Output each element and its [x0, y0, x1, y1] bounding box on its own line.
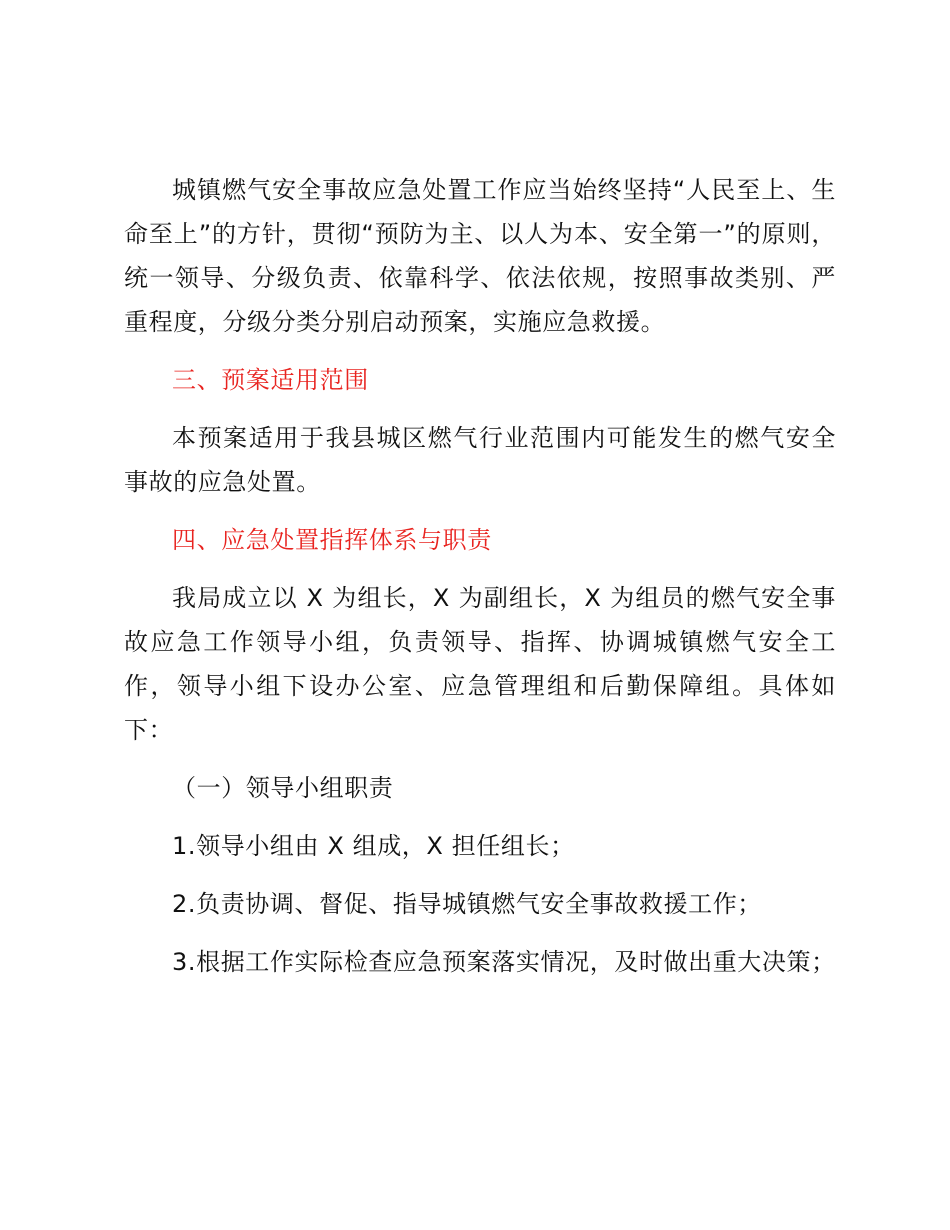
command-paragraph: 我局成立以 X 为组长，X 为副组长，X 为组员的燃气安全事故应急工作领导小组，负责领导、指挥、协调城镇燃气安全工作，领导小组下设办公室、应急管理组和后勤保障组。具体如下：	[124, 584, 836, 744]
scope-heading: 三、预案适用范围	[172, 366, 369, 394]
list-item: 1.领导小组由 X 组成，X 担任组长；	[172, 832, 575, 860]
leadership-subheading: （一）领导小组职责	[172, 774, 394, 802]
scope-paragraph: 本预案适用于我县城区燃气行业范围内可能发生的燃气安全事故的应急处置。	[124, 424, 836, 496]
list-item: 2.负责协调、督促、指导城镇燃气安全事故救援工作；	[172, 890, 762, 918]
principle-paragraph: 城镇燃气安全事故应急处置工作应当始终坚持“人民至上、生命至上”的方针，贯彻“预防为主、以人为本、安全第一”的原则，统一领导、分级负责、依靠科学、依法依规，按照事故类别、严重程度，分级分类分别启动预案，实施应急救援。	[124, 176, 836, 336]
command-heading: 四、应急处置指挥体系与职责	[172, 526, 492, 554]
document-body	[124, 168, 836, 984]
list-item: 3.根据工作实际检查应急预案落实情况，及时做出重大决策；	[172, 948, 836, 976]
